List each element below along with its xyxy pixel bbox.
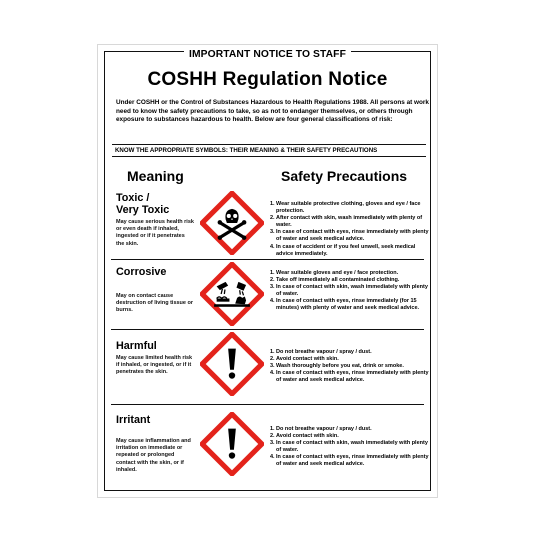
list-item: 4. In case of accident or if you feel unwell, seek medical advice immediately. xyxy=(270,243,416,257)
hazard-description: May cause limited health risk if inhaled, or ingested, or if it penetrates the skin. xyxy=(116,355,193,376)
list-item: 1. Do not breathe vapour / spray / dust. xyxy=(270,426,372,432)
precautions-list xyxy=(270,349,430,384)
coshh-notice-sign xyxy=(97,44,438,498)
hazard-name xyxy=(116,266,166,278)
list-item: 3. Wash thoroughly before you eat, drink or smoke. xyxy=(270,363,404,370)
sign-frame xyxy=(104,51,431,491)
hazard-name-line: Irritant xyxy=(116,414,151,426)
precautions-list xyxy=(270,270,430,313)
symbols-heading: KNOW THE APPROPRIATE SYMBOLS: THEIR MEANING & THEIR SAFETY PRECAUTIONS xyxy=(112,144,426,157)
precautions-list xyxy=(270,426,430,469)
notice-text: IMPORTANT NOTICE TO STAFF xyxy=(184,49,351,60)
list-item: 4. In case of contact with eyes, rinse immediately (for 15 minutes) with plenty of water and seek medical advice. xyxy=(270,298,420,312)
hazard-name-line: Very Toxic xyxy=(116,204,170,216)
hazard-name xyxy=(116,414,150,426)
hazard-name-line: Corrosive xyxy=(116,266,167,278)
page-title: COSHH Regulation Notice xyxy=(147,69,388,90)
hazard-name xyxy=(116,340,157,352)
list-item: 3. In case of contact with skin, wash immediately with plenty of water. xyxy=(270,440,428,454)
meaning-column-heading: Meaning xyxy=(127,168,184,184)
list-item: 1. Do not breathe vapour / spray / dust. xyxy=(270,349,372,355)
hazard-name-line: Harmful xyxy=(116,340,157,352)
hazard-name-line: Toxic / xyxy=(116,192,150,204)
corrosive-icon xyxy=(200,262,264,326)
notice-banner xyxy=(105,44,430,62)
hazard-description: May cause inflammation and irritation on immediate or repeated or prolonged contact with the skin, or if inhaled. xyxy=(116,438,191,473)
list-item: 2. Take off immediately all contaminated clothing. xyxy=(270,277,400,284)
list-item: 2. After contact with skin, wash immediately with plenty of water. xyxy=(270,215,423,229)
list-item: 4. In case of contact with eyes, rinse immediately with plenty of water and seek medical advice. xyxy=(270,454,429,468)
intro-paragraph: Under COSHH or the Control of Substances Hazardous to Health Regulations 1988. All persons at work need to know the safety precautions to take, so as not to endanger themselves, or others through exposure to substances hazardous to health. Below are four general classifications of risk: xyxy=(116,99,429,124)
list-item: 2. Avoid contact with skin. xyxy=(270,433,339,440)
list-item: 4. In case of contact with eyes, rinse immediately with plenty of water and seek medical advice. xyxy=(270,370,429,384)
hazard-description: May cause serious health risk or even death if inhaled, ingested or if it penetrates the skin. xyxy=(116,219,194,247)
row-divider xyxy=(111,329,424,330)
precautions-column-heading: Safety Precautions xyxy=(281,168,408,184)
hazard-name xyxy=(116,192,169,216)
precautions-list xyxy=(270,201,430,258)
skull-crossbones-icon xyxy=(200,191,264,255)
list-item: 1. Wear suitable gloves and eye / face protection. xyxy=(270,270,399,276)
row-divider xyxy=(111,259,424,260)
list-item: 3. In case of contact with skin, wash immediately with plenty of water. xyxy=(270,284,428,298)
list-item: 2. Avoid contact with skin. xyxy=(270,356,339,363)
exclamation-mark-icon xyxy=(200,332,264,396)
list-item: 1. Wear suitable protective clothing, gloves and eye / face protection. xyxy=(270,201,421,215)
row-divider xyxy=(111,404,424,405)
list-item: 3. In case of contact with eyes, rinse immediately with plenty of water and seek medical advice. xyxy=(270,229,429,243)
exclamation-mark-icon xyxy=(200,412,264,476)
hazard-description: May on contact cause destruction of living tissue or burns. xyxy=(116,293,194,314)
